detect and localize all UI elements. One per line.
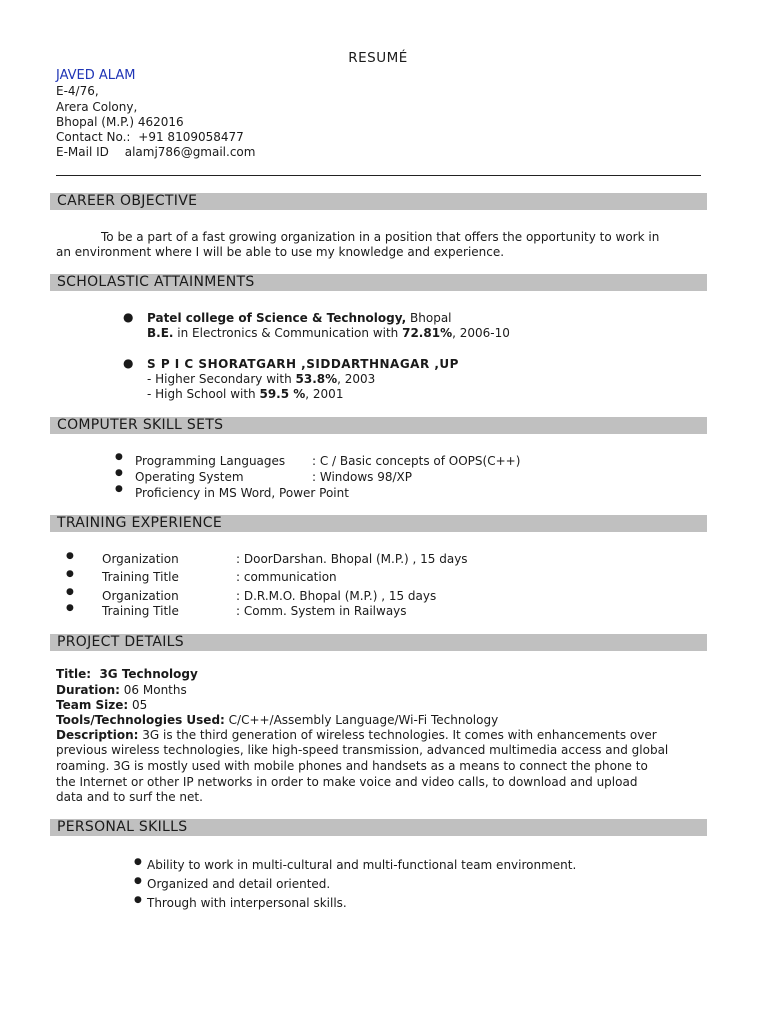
training-heading: TRAINING EXPERIENCE (50, 515, 707, 532)
training-label: Training Title (102, 604, 179, 618)
candidate-name: JAVED ALAM (56, 68, 136, 83)
scholastic-heading: SCHOLASTIC ATTAINMENTS (50, 274, 707, 291)
school-name: S P I C SHORATGARH ,SIDDARTHNAGAR ,UP (147, 357, 459, 371)
personal-skills-heading: PERSONAL SKILLS (50, 819, 707, 836)
project-title-row (56, 667, 198, 682)
training-label: Organization (102, 552, 179, 566)
college-row (147, 311, 452, 326)
higher-secondary-text: - Higher Secondary with (147, 372, 296, 386)
bullet-icon: ● (115, 484, 123, 494)
project-tools-label: Tools/Technologies Used: (56, 713, 225, 727)
high-school-percentage: 59.5 % (259, 387, 306, 401)
project-team-size: 05 (128, 698, 148, 712)
college-city: Bhopal (406, 311, 452, 325)
training-label: Training Title (102, 570, 179, 584)
email-address: alamj786@gmail.com (124, 145, 256, 159)
personal-skill-item: Organized and detail oriented. (147, 877, 331, 891)
skill-value: : Windows 98/XP (312, 470, 413, 484)
personal-skill-item: Ability to work in multi-cultural and multi-functional team environment. (147, 858, 577, 872)
degree-text: in Electronics & Communication with (173, 326, 403, 340)
higher-secondary-row (147, 372, 375, 387)
project-title: 3G Technology (91, 667, 198, 681)
degree-years: , 2006-10 (452, 326, 510, 340)
college-name: Patel college of Science & Technology, (147, 311, 407, 325)
contact-number-label: Contact No.: (56, 130, 131, 144)
project-team-row (56, 698, 147, 713)
bullet-icon: ● (66, 603, 74, 613)
skill-label: Operating System (135, 470, 244, 484)
training-value: : Comm. System in Railways (236, 604, 407, 618)
project-tools-row (56, 713, 498, 728)
skill-label: Programming Languages (135, 454, 286, 468)
address-line-2: Arera Colony, (56, 100, 138, 114)
bullet-icon: ● (134, 876, 142, 886)
project-duration-label: Duration: (56, 683, 120, 697)
bullet-icon: ● (123, 356, 134, 370)
bullet-icon: ● (134, 857, 142, 867)
project-description-line-4: the Internet or other IP networks in order to make voice and video calls, to download and upload (56, 775, 638, 789)
project-duration-row (56, 683, 187, 698)
higher-secondary-year: , 2003 (337, 372, 376, 386)
skill-value: : C / Basic concepts of OOPS(C++) (312, 454, 521, 468)
project-team-label: Team Size: (56, 698, 129, 712)
email-label: E-Mail ID (56, 145, 109, 159)
header-divider (56, 175, 701, 176)
training-label: Organization (102, 589, 179, 603)
project-description-line-1: 3G is the third generation of wireless technologies. It comes with enhancements over (138, 728, 657, 742)
bullet-icon: ● (66, 551, 74, 561)
project-description-row (56, 728, 657, 743)
address-line-3: Bhopal (M.P.) 462016 (56, 115, 184, 129)
project-description-line-3: roaming. 3G is mostly used with mobile phones and handsets as a means to connect the phone to (56, 759, 648, 773)
bullet-icon: ● (123, 310, 134, 324)
bullet-icon: ● (115, 452, 123, 462)
training-value: : D.R.M.O. Bhopal (M.P.) , 15 days (236, 589, 437, 603)
bullet-icon: ● (66, 587, 74, 597)
project-title-label: Title: (56, 667, 92, 681)
project-description-line-2: previous wireless technologies, like high-speed transmission, advanced multimedia access and global (56, 743, 669, 757)
bullet-icon: ● (66, 569, 74, 579)
address-line-1: E-4/76, (56, 84, 99, 98)
email-row (56, 145, 255, 160)
career-objective-line-2: an environment where I will be able to use my knowledge and experience. (56, 245, 505, 259)
project-description-line-5: data and to surf the net. (56, 790, 203, 804)
career-objective-line-1: To be a part of a fast growing organization in a position that offers the opportunity to work in (101, 230, 660, 244)
higher-secondary-percentage: 53.8% (295, 372, 338, 386)
project-description-label: Description: (56, 728, 139, 742)
high-school-text: - High School with (147, 387, 260, 401)
contact-number-row (56, 130, 244, 145)
degree-percentage: 72.81% (402, 326, 453, 340)
degree-name: B.E. (147, 326, 174, 340)
project-heading: PROJECT DETAILS (50, 634, 707, 651)
training-value: : communication (236, 570, 337, 584)
personal-skill-item: Through with interpersonal skills. (147, 896, 347, 910)
contact-number: +91 8109058477 (138, 130, 244, 144)
resume-title: RESUMÉ (348, 50, 408, 66)
skill-label: Proficiency in MS Word, Power Point (135, 486, 349, 500)
project-tools: C/C++/Assembly Language/Wi-Fi Technology (224, 713, 499, 727)
high-school-year: , 2001 (305, 387, 344, 401)
training-value: : DoorDarshan. Bhopal (M.P.) , 15 days (236, 552, 468, 566)
career-objective-heading: CAREER OBJECTIVE (50, 193, 707, 210)
computer-skills-heading: COMPUTER SKILL SETS (50, 417, 707, 434)
bullet-icon: ● (134, 895, 142, 905)
project-duration: 06 Months (119, 683, 187, 697)
high-school-row (147, 387, 343, 402)
degree-row (147, 326, 510, 341)
bullet-icon: ● (115, 468, 123, 478)
